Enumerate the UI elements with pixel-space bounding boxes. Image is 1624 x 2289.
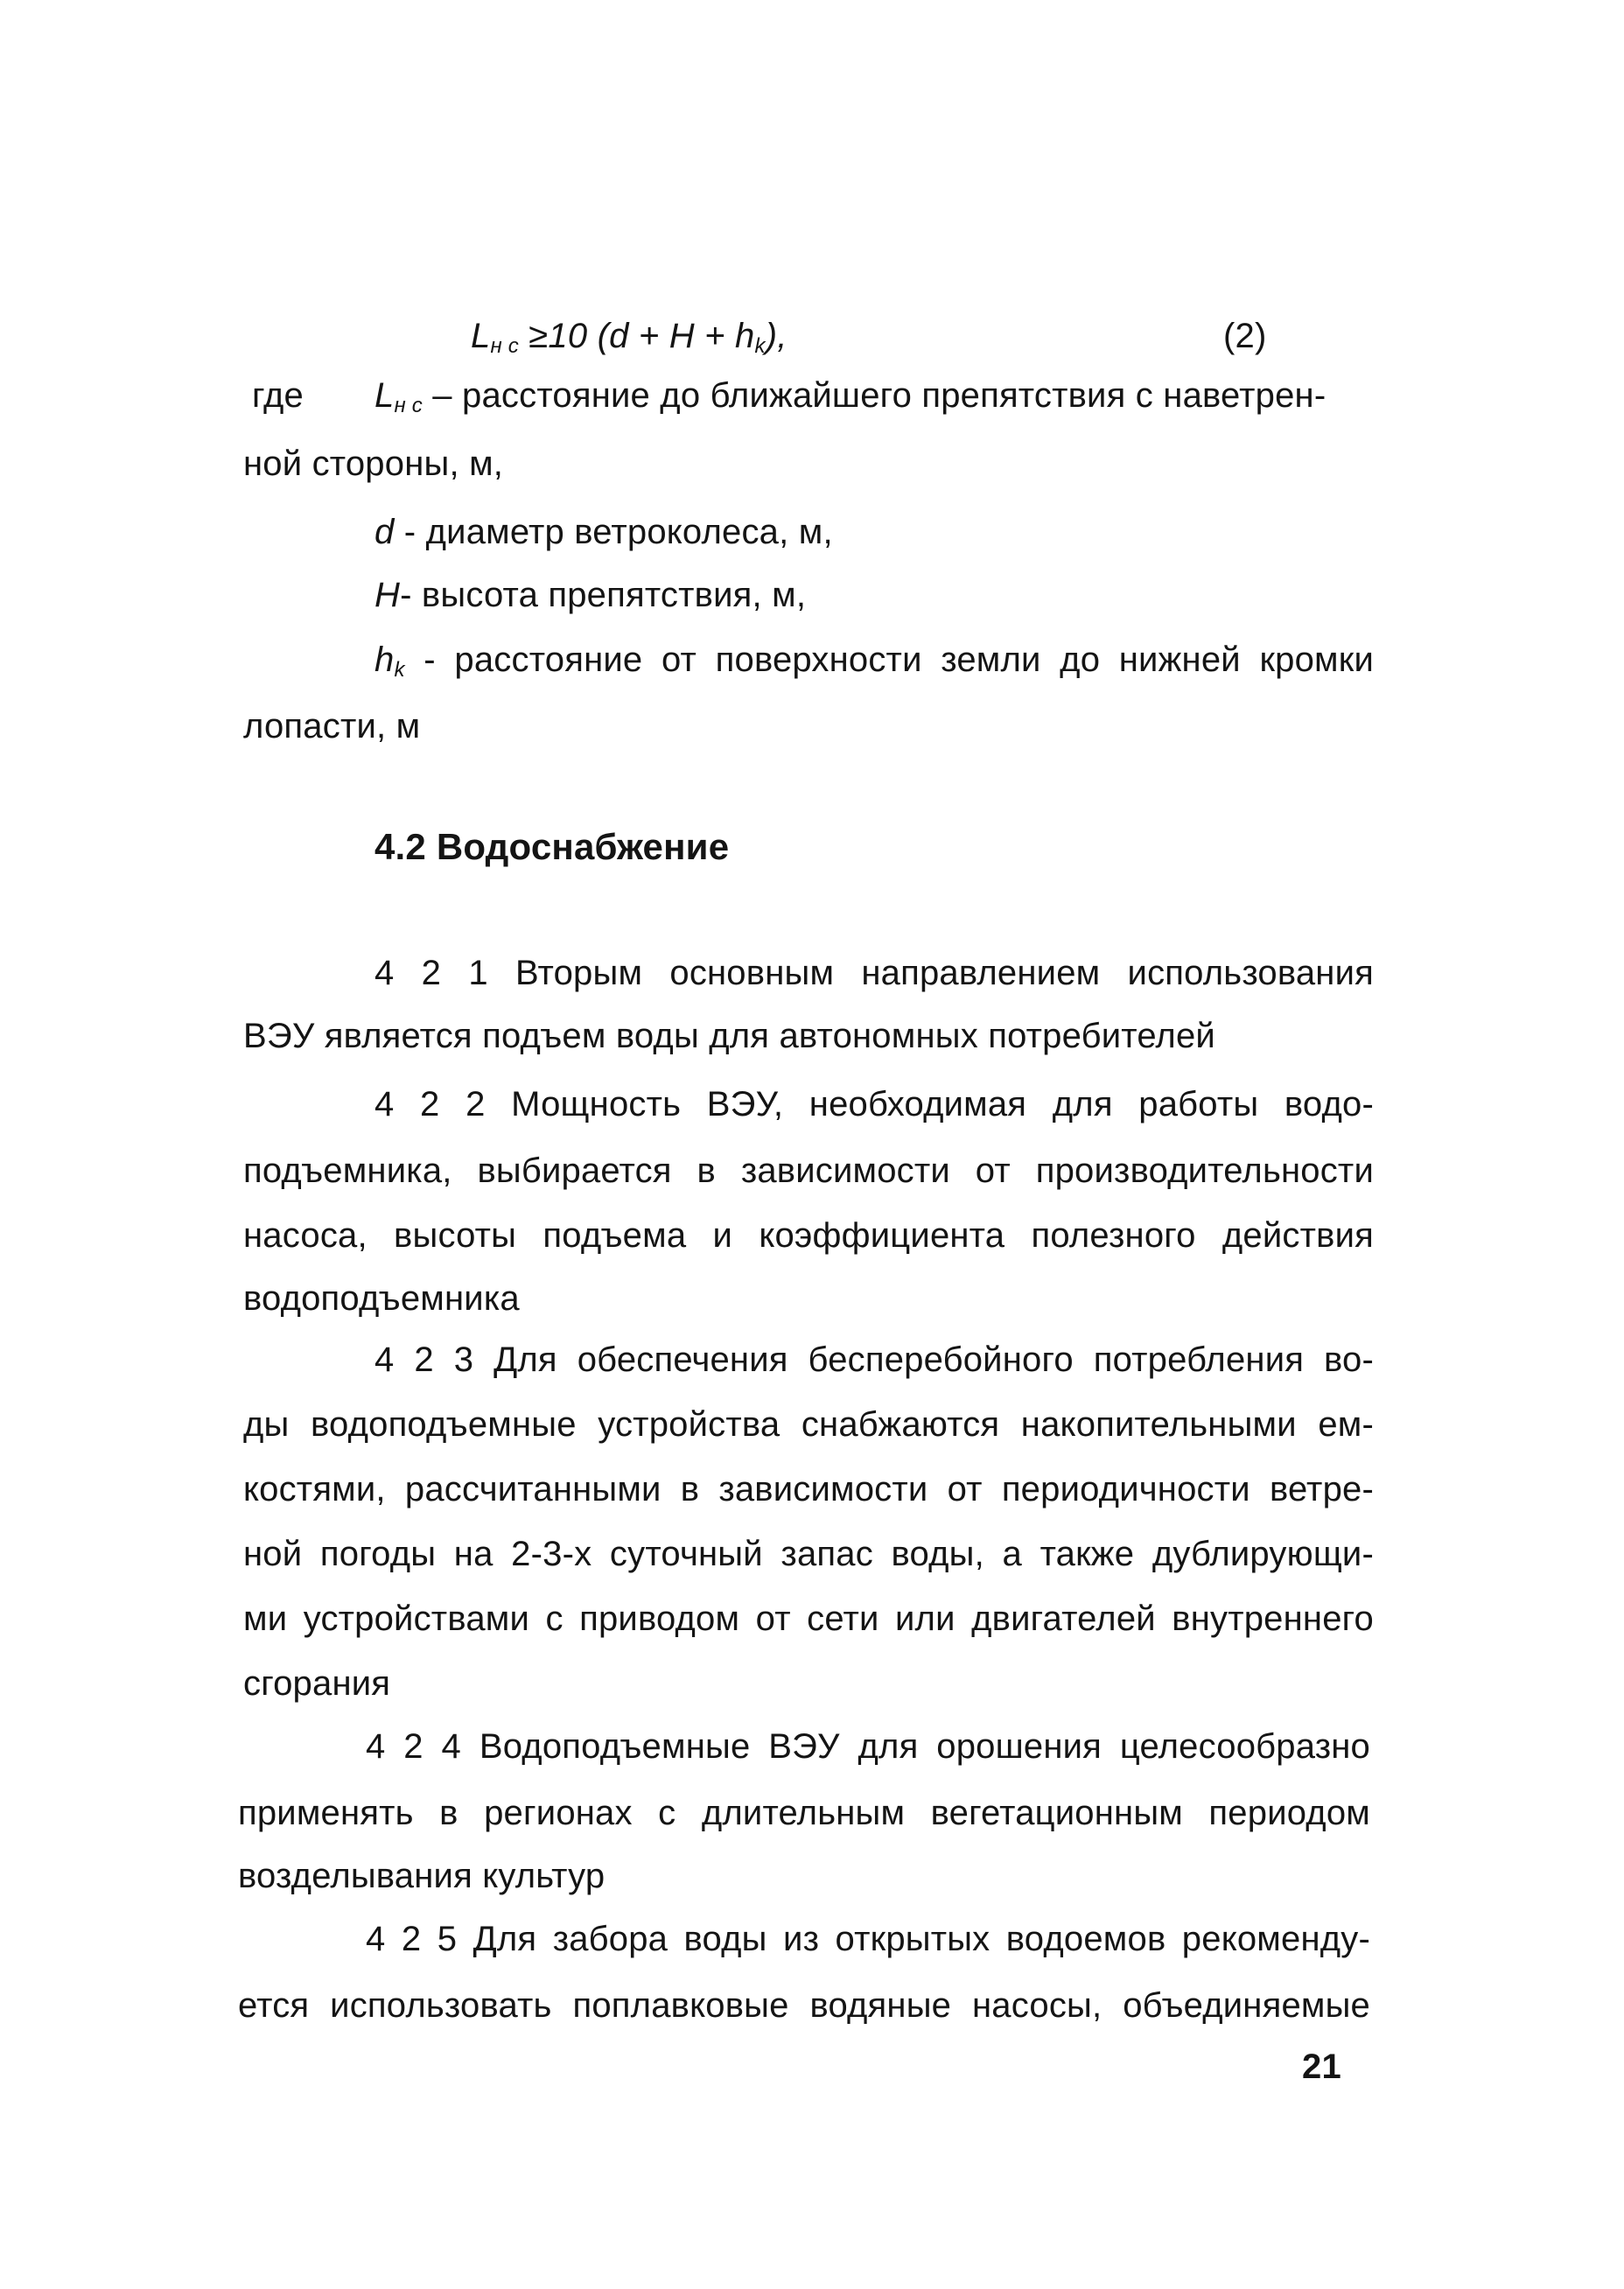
where-l-desc-1: – расстояние до ближайшего препятствия с наветрен- bbox=[432, 376, 1326, 415]
where-hk-var: h bbox=[374, 640, 395, 679]
formula-rhs-sub: k bbox=[754, 334, 766, 358]
where-l-var: L bbox=[374, 376, 395, 415]
where-d-definition bbox=[374, 511, 833, 553]
paragraph-424-line-1: 4 2 4 Водоподъемные ВЭУ для орошения целесообразно bbox=[366, 1727, 1370, 1766]
where-hk-sub: k bbox=[394, 658, 405, 682]
paragraph-422-line-1: 4 2 2 Мощность ВЭУ, необходимая для работы водо- bbox=[374, 1085, 1374, 1124]
paragraph-422-line-3: насоса, высоты подъема и коэффициента полезного действия bbox=[243, 1216, 1374, 1255]
where-d-var: d bbox=[374, 513, 395, 551]
formula-rhs: 10 (d + H + h bbox=[548, 317, 755, 355]
paragraph-424-line-3: возделывания культур bbox=[238, 1857, 606, 1895]
where-hk-definition bbox=[374, 639, 1374, 691]
paragraph-425-line-1: 4 2 5 Для забора воды из открытых водоемов рекоменду- bbox=[366, 1920, 1370, 1958]
paragraph-423-line-6: сгорания bbox=[243, 1664, 391, 1703]
paragraph-422-line-4: водоподъемника bbox=[243, 1279, 520, 1318]
paragraph-421-line-1: 4 2 1 Вторым основным направлением использования bbox=[374, 954, 1374, 992]
paragraph-422-line-2: подъемника, выбирается в зависимости от производительности bbox=[243, 1152, 1374, 1190]
paragraph-423-line-1: 4 2 3 Для обеспечения бесперебойного потребления во- bbox=[374, 1340, 1374, 1379]
paragraph-425-line-2: ется использовать поплавковые водяные насосы, объединяемые bbox=[238, 1986, 1370, 2025]
formula-rhs-tail: ), bbox=[765, 317, 788, 355]
where-l-sub: н с bbox=[394, 394, 423, 417]
where-d-desc: - диаметр ветроколеса, м, bbox=[403, 513, 833, 551]
paragraph-423-line-2: ды водоподъемные устройства снабжаются накопительными ем- bbox=[243, 1405, 1374, 1444]
formula-2 bbox=[471, 315, 1284, 357]
where-h-definition bbox=[374, 574, 806, 616]
page-number: 21 bbox=[1302, 2048, 1341, 2086]
paragraph-421-line-2: ВЭУ является подъем воды для автономных потребителей bbox=[243, 1017, 1215, 1055]
paragraph-424-line-2: применять в регионах с длительным вегетационным периодом bbox=[238, 1794, 1370, 1832]
where-h-var: H bbox=[374, 576, 401, 614]
where-l-definition bbox=[374, 374, 1326, 427]
where-word: где bbox=[252, 376, 304, 415]
section-heading: 4.2 Водоснабжение bbox=[374, 826, 730, 867]
paragraph-423-line-4: ной погоды на 2-3-х суточный запас воды, а также дублирующи- bbox=[243, 1535, 1374, 1573]
formula-expression bbox=[471, 315, 788, 368]
formula-lhs-sub: н с bbox=[490, 334, 519, 358]
paragraph-423-line-5: ми устройствами с приводом от сети или двигателей внутреннего bbox=[243, 1600, 1374, 1638]
paragraph-423-line-3: костями, рассчитанными в зависимости от периодичности ветре- bbox=[243, 1470, 1374, 1508]
where-l-desc-2: ной стороны, м, bbox=[243, 444, 504, 483]
where-hk-desc-1: - расстояние от поверхности земли до нижней кромки bbox=[424, 640, 1374, 679]
where-hk-desc-2: лопасти, м bbox=[243, 707, 421, 746]
formula-operator: ≥ bbox=[528, 317, 549, 355]
formula-lhs-var: L bbox=[471, 317, 491, 355]
formula-number: (2) bbox=[1223, 317, 1267, 355]
where-h-desc: - высота препятствия, м, bbox=[400, 576, 807, 614]
